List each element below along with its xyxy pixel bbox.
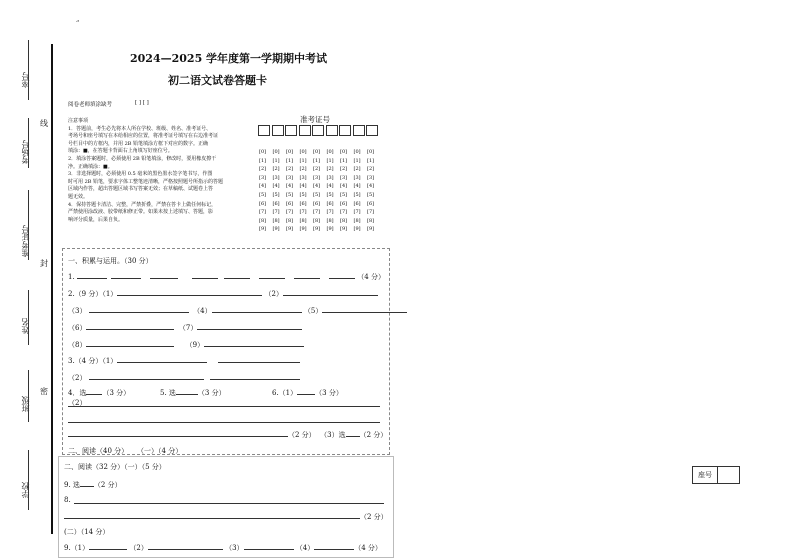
ticket-bubble[interactable]: [8] — [299, 217, 307, 224]
seat-box-input[interactable] — [718, 467, 740, 483]
q1-blank[interactable] — [150, 271, 178, 279]
q3-label: 3.（4 分）（1） — [68, 357, 118, 365]
notes-block — [68, 118, 258, 224]
ticket-bubble[interactable]: [9] — [326, 226, 334, 233]
ticket-bubble[interactable]: [5] — [286, 192, 294, 198]
ticket-bubble[interactable]: [1] — [272, 157, 280, 164]
ticket-bubble[interactable]: [3] — [299, 174, 307, 181]
q2-2-blank[interactable] — [283, 288, 378, 296]
ticket-bubble[interactable]: [7] — [326, 209, 334, 216]
q2-2-label: （2） — [264, 290, 284, 298]
q2-6-blank[interactable] — [86, 322, 174, 330]
s2-q9b-1-blank[interactable] — [89, 542, 127, 550]
ticket-bubble[interactable]: [3] — [340, 174, 348, 181]
q4-blank[interactable] — [86, 387, 102, 395]
ticket-digit-box[interactable] — [339, 125, 351, 136]
ticket-digit-box[interactable] — [366, 125, 378, 136]
ticket-bubble[interactable]: [2] — [313, 166, 321, 173]
teacher-absent-marks[interactable]: [ ] [ ] — [135, 100, 149, 106]
ticket-bubble[interactable]: [5] — [272, 192, 280, 198]
ticket-bubble[interactable]: [9] — [286, 226, 294, 233]
ticket-bubble[interactable]: [8] — [286, 217, 294, 224]
ticket-bubble[interactable]: [6] — [313, 200, 321, 207]
q2-9-blank[interactable] — [204, 339, 304, 347]
s2-q9b-2-label: （2） — [129, 544, 148, 552]
ticket-bubble[interactable]: [8] — [272, 217, 280, 224]
ticket-bubble[interactable]: [4] — [326, 183, 334, 190]
ticket-bubble[interactable]: [9] — [353, 226, 361, 233]
q6-score: （3 分） — [315, 389, 343, 397]
ticket-bubble[interactable]: [6] — [326, 200, 334, 207]
notes-line: 填涂：■，在答题卡背面右上角填写好座位号。 — [68, 148, 173, 155]
q2-1-blank[interactable] — [117, 288, 262, 296]
side-exam-line — [28, 118, 29, 168]
ticket-bubble[interactable]: [3] — [286, 174, 294, 181]
q6-3-score: （2 分） — [359, 431, 388, 439]
q2-7-label: （7） — [178, 324, 198, 332]
ticket-bubble[interactable]: [8] — [353, 217, 361, 224]
teacher-absent-label: 阅卷老师填涂缺考 — [68, 102, 113, 108]
notes-line: 时可用 2B 铅笔，要求字体工整笔迹清晰，严格按照题号所指示的答题 — [68, 178, 224, 185]
ticket-bubble[interactable]: [5] — [326, 192, 334, 198]
ticket-bubble[interactable]: [4] — [259, 183, 267, 190]
notes-line: 考场号和座号填写在本给相应的位置，将准考证号填写在右边准考证 — [68, 133, 219, 140]
ticket-bubble[interactable]: [0] — [326, 149, 334, 155]
q3-row1 — [68, 355, 300, 366]
ticket-bubble[interactable]: [2] — [326, 166, 334, 173]
ticket-digit-box[interactable] — [258, 125, 270, 136]
ticket-bubble[interactable]: [2] — [353, 166, 361, 173]
notes-line: 响评分质量，后果自负。 — [68, 216, 124, 223]
q1-score: （4 分） — [357, 273, 385, 281]
q6-line[interactable] — [68, 422, 380, 423]
ticket-digit-box[interactable] — [272, 125, 284, 136]
side-class-line — [28, 370, 29, 422]
side-feng: 封 — [40, 259, 48, 268]
q2-row4 — [68, 339, 304, 350]
s2-q8-row2 — [64, 511, 388, 522]
q6-label: 6.（1） — [272, 389, 298, 397]
side-mi: 密 — [40, 387, 48, 396]
ticket-bubble[interactable]: [2] — [259, 166, 267, 173]
q2-8-blank[interactable] — [86, 339, 174, 347]
q6-3-label: （3）选 — [320, 431, 346, 439]
ticket-bubble[interactable]: [4] — [367, 183, 375, 190]
s2-q9b-row — [64, 542, 382, 553]
ticket-bubble[interactable]: [6] — [340, 200, 348, 207]
q1-blank[interactable] — [192, 271, 218, 279]
q2-row1 — [68, 288, 378, 299]
q2-9-label: （9） — [185, 341, 205, 349]
q6-tail-blank[interactable] — [68, 429, 288, 437]
q2-4-label: （4） — [193, 307, 212, 315]
ticket-bubble[interactable]: [3] — [367, 174, 375, 181]
ticket-digit-box[interactable] — [299, 125, 311, 136]
ticket-bubble[interactable]: [1] — [367, 157, 375, 164]
notes-line: 区域内作答，超出答题区域书写答案无效；在草稿纸、试题卷上答 — [68, 186, 214, 193]
ticket-bubble[interactable]: [5] — [353, 192, 361, 198]
ticket-bubble[interactable]: [2] — [272, 166, 280, 173]
ticket-bubble[interactable]: [7] — [259, 209, 267, 216]
notes-line: 号栏目中的方框内，并用 2B 铅笔填涂方框下对应的数字。正确 — [68, 140, 209, 147]
q2-5-label: （5） — [303, 307, 323, 315]
q2-5-blank[interactable] — [322, 305, 407, 313]
q2-6-label: （6） — [68, 324, 87, 332]
q2-label: 2.（9 分）（1） — [68, 290, 118, 298]
q3-2-label: （2） — [68, 374, 87, 382]
q1-blank[interactable] — [224, 271, 250, 279]
q3-1b-blank[interactable] — [218, 355, 300, 363]
corner-marker: ‘' — [76, 20, 80, 27]
s2-q9b-label: 9.（1） — [64, 544, 90, 552]
ticket-bubble[interactable]: [6] — [353, 200, 361, 207]
q1-blank[interactable] — [329, 271, 355, 279]
ticket-bubble[interactable]: [3] — [259, 174, 267, 181]
ticket-bubble[interactable]: [6] — [286, 200, 294, 207]
ticket-bubble[interactable]: [4] — [313, 183, 321, 190]
notes-line: 3．非选择题时，必须使用 0.5 毫米的黑色墨水签字笔书写，作图 — [68, 171, 213, 178]
q1-blank[interactable] — [77, 271, 107, 279]
binding-line — [51, 44, 53, 534]
ticket-bubble[interactable]: [0] — [340, 149, 348, 155]
ticket-bubble[interactable]: [7] — [272, 209, 280, 216]
ticket-bubble[interactable]: [8] — [326, 217, 334, 224]
section1-title: 一、积累与运用。（30 分） — [68, 257, 153, 265]
side-school-line — [28, 450, 29, 510]
q4-row — [68, 387, 130, 398]
notes-heading: 注意事项 — [68, 118, 89, 124]
reading-part: （一）（4 分） — [137, 447, 183, 455]
side-name-label: 姓名 — [21, 318, 30, 334]
q6-tail-row — [68, 429, 387, 440]
q5-score: （3 分） — [197, 389, 226, 397]
s2-q8-score: （2 分） — [360, 513, 388, 521]
section2-title: 二、阅读（32 分）（一）（5 分） — [64, 463, 166, 471]
q1-label: 1. — [68, 273, 75, 281]
side-seat-label: 座号 — [21, 72, 30, 88]
ticket-bubble[interactable]: [0] — [367, 149, 375, 155]
s2-q9-label: 9. 选 — [64, 481, 80, 489]
s2-q9b-4-label: （4） — [295, 544, 315, 552]
ticket-bubble[interactable]: [9] — [272, 226, 280, 233]
notes-line: 题无效。 — [68, 193, 89, 200]
q5-blank[interactable] — [176, 387, 198, 395]
ticket-bubble[interactable]: [7] — [286, 209, 294, 216]
ticket-bubble[interactable]: [4] — [272, 183, 280, 190]
ticket-digit-box[interactable] — [312, 125, 324, 136]
s2-q9b-2-blank[interactable] — [148, 542, 223, 550]
notes-line: 1．答题前，考生必先将本人所在学校、班级、姓名、准考证号、 — [68, 125, 212, 132]
ticket-bubble[interactable]: [4] — [299, 183, 307, 190]
q6-3-blank[interactable] — [346, 429, 360, 437]
q5-label: 5. 选 — [160, 389, 176, 397]
ticket-bubble[interactable]: [3] — [272, 174, 280, 181]
ticket-bubble[interactable]: [2] — [299, 166, 307, 173]
s2-q8-line[interactable] — [74, 503, 384, 504]
notes-line: 4．保持答题卡清洁、完整，严禁折叠，严禁在答卡上做任何标记， — [68, 201, 217, 208]
reading-label: 二、阅读（40 分） — [68, 447, 129, 455]
ticket-bubble[interactable]: [8] — [340, 217, 348, 224]
ticket-bubble[interactable]: [2] — [286, 166, 294, 173]
q3-2b-blank[interactable] — [210, 372, 300, 380]
s2-q8-blank[interactable] — [64, 511, 360, 519]
q1-blank[interactable] — [111, 271, 141, 279]
q1-row — [68, 271, 385, 282]
s2-q9-score: （2 分） — [93, 481, 122, 489]
side-xian: 线 — [40, 119, 48, 128]
ticket-bubble[interactable]: [9] — [259, 226, 267, 233]
q2-4-blank[interactable] — [212, 305, 302, 313]
ticket-digit-box[interactable] — [326, 125, 338, 136]
ticket-bubble[interactable]: [5] — [259, 192, 267, 198]
ticket-bubble[interactable]: [0] — [272, 149, 280, 155]
ticket-bubble[interactable]: [4] — [340, 183, 348, 190]
ticket-bubble[interactable]: [5] — [313, 192, 321, 198]
ticket-bubble[interactable]: [9] — [340, 226, 348, 233]
q4-label: 4．选 — [68, 389, 87, 397]
ticket-bubble[interactable]: [7] — [299, 209, 307, 216]
q2-row3 — [68, 322, 302, 333]
ticket-bubble[interactable]: [9] — [367, 226, 375, 233]
ticket-bubble[interactable]: [3] — [353, 174, 361, 181]
q1-blank[interactable] — [259, 271, 285, 279]
q2-8-label: （8） — [68, 341, 87, 349]
ticket-digit-box[interactable] — [285, 125, 297, 136]
q3-2-blank[interactable] — [89, 372, 204, 380]
ticket-bubble[interactable]: [1] — [299, 157, 307, 164]
ticket-bubble[interactable]: [6] — [272, 200, 280, 207]
reading-row — [68, 446, 182, 456]
q5-row — [160, 387, 226, 398]
ticket-bubble[interactable]: [8] — [313, 217, 321, 224]
q3-row2 — [68, 372, 300, 383]
s2-q9b-4-blank[interactable] — [314, 542, 354, 550]
s2-q9b-3-blank[interactable] — [244, 542, 294, 550]
ticket-bubble[interactable]: [0] — [313, 149, 321, 155]
ticket-bubble[interactable]: [1] — [259, 157, 267, 164]
s2-q9b-3-label: （3） — [225, 544, 244, 552]
ticket-bubble[interactable]: [1] — [326, 157, 334, 164]
ticket-bubble[interactable]: [8] — [367, 217, 375, 224]
q6-line[interactable] — [68, 406, 380, 407]
s2-part2: (二）（14 分） — [64, 528, 110, 536]
side-school-label: 学校 — [21, 482, 30, 498]
notes-line: 2．填涂答案题时，必须使用 2B 铅笔填涂，修改时，要用橡皮擦干 — [68, 155, 217, 162]
q1-blank[interactable] — [294, 271, 320, 279]
ticket-bubble[interactable]: [7] — [313, 209, 321, 216]
exam-title: 2024—2025 学年度第一学期期中考试 — [130, 52, 328, 65]
notes-line: 净。正确填涂：■。 — [68, 163, 113, 170]
ticket-bubble[interactable]: [0] — [286, 149, 294, 155]
q6-blank[interactable] — [297, 387, 315, 395]
ticket-bubble[interactable]: [5] — [340, 192, 348, 198]
answer-card-title: 初二语文试卷答题卡 — [168, 74, 267, 87]
ticket-bubble[interactable]: [8] — [259, 217, 267, 224]
ticket-bubble[interactable]: [0] — [299, 149, 307, 155]
side-class-label: 班级 — [21, 396, 30, 412]
q2-7-blank[interactable] — [197, 322, 302, 330]
ticket-label: 准考证号 — [300, 115, 330, 124]
ticket-bubble[interactable]: [0] — [259, 149, 267, 155]
ticket-bubble[interactable]: [7] — [367, 209, 375, 216]
q4-score: （3 分） — [102, 389, 131, 397]
ticket-bubble[interactable]: [6] — [367, 200, 375, 207]
ticket-bubble[interactable]: [9] — [313, 226, 321, 233]
side-ticket-label: 准考证号 — [21, 225, 30, 257]
ticket-bubble[interactable]: [3] — [326, 174, 334, 181]
q6-2-label: （2） — [68, 399, 87, 407]
q2-3-blank[interactable] — [89, 305, 189, 313]
side-exam-no-label: 考场号 — [21, 140, 30, 164]
notes-line: 严禁使用涂改液、胶带纸和修正带。如果未按上述填写、答题，影 — [68, 209, 214, 216]
ticket-bubble[interactable]: [9] — [299, 226, 307, 233]
ticket-bubble[interactable]: [7] — [340, 209, 348, 216]
ticket-bubble[interactable]: [1] — [286, 157, 294, 164]
q6-row — [272, 387, 343, 398]
side-seat-line — [28, 40, 29, 100]
q3-1-blank[interactable] — [117, 355, 207, 363]
q2-3-label: （3） — [68, 307, 87, 315]
ticket-bubble[interactable]: [5] — [299, 192, 307, 198]
ticket-bubble[interactable]: [3] — [313, 174, 321, 181]
seat-box — [692, 466, 740, 484]
q6-tail-score: （2 分） — [288, 431, 316, 439]
s2-q9-row — [64, 479, 122, 490]
side-name-line — [28, 290, 29, 345]
ticket-bubble[interactable]: [4] — [353, 183, 361, 190]
ticket-bubble[interactable]: [2] — [367, 166, 375, 173]
q2-row2 — [68, 305, 407, 316]
s2-q8-label: 8. — [64, 496, 71, 504]
ticket-bubble[interactable]: [1] — [353, 157, 361, 164]
s2-q9-blank[interactable] — [80, 479, 94, 487]
s2-q9b-score: （4 分） — [354, 544, 382, 552]
ticket-bubble[interactable]: [4] — [286, 183, 294, 190]
ticket-bubble[interactable]: [2] — [340, 166, 348, 173]
ticket-bubble[interactable]: [7] — [353, 209, 361, 216]
ticket-bubble[interactable]: [6] — [259, 200, 267, 207]
side-ticket-line — [28, 190, 29, 260]
ticket-digit-box[interactable] — [353, 125, 365, 136]
ticket-bubble[interactable]: [5] — [367, 192, 375, 198]
ticket-bubble[interactable]: [1] — [313, 157, 321, 164]
ticket-bubble[interactable]: [1] — [340, 157, 348, 164]
ticket-bubble[interactable]: [0] — [353, 149, 361, 155]
ticket-bubble[interactable]: [6] — [299, 200, 307, 207]
seat-box-label: 座号 — [693, 467, 718, 483]
